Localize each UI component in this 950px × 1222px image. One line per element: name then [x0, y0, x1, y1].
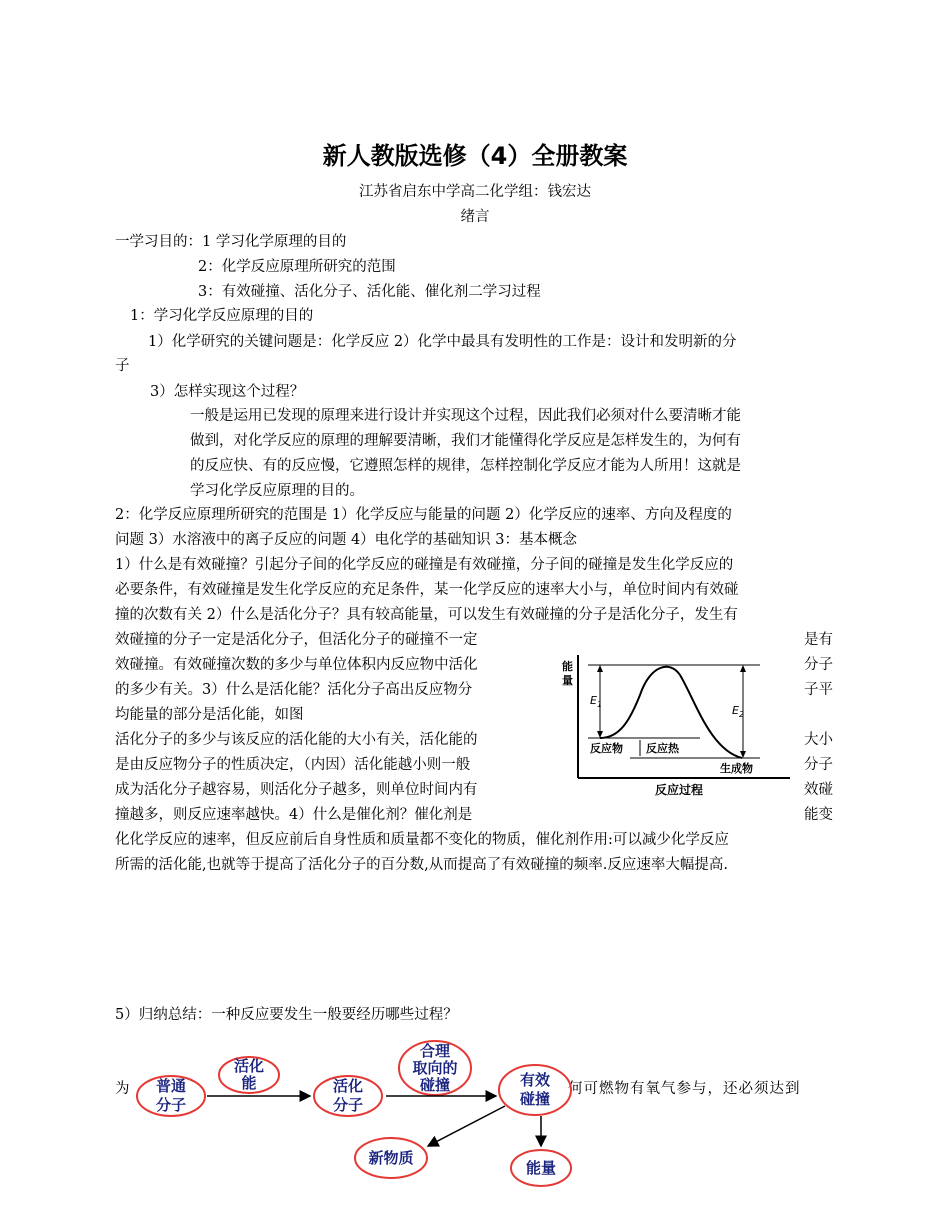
- node-activation-energy: [219, 1057, 279, 1093]
- x-axis-label: 反应过程: [655, 783, 704, 797]
- node-label: 碰撞: [519, 1090, 551, 1108]
- text-line: 所需的活化能,也就等于提高了活化分子的百分数,从而提高了有效碰撞的频率.反应速率大幅提高.: [115, 857, 728, 873]
- text-line: 子平: [804, 682, 833, 698]
- node-ordinary-molecule: [137, 1076, 205, 1116]
- text-line: 问题 3）水溶液中的离子反应的问题 4）电化学的基础知识 3：基本概念: [115, 532, 578, 548]
- flow-labels: [156, 1042, 556, 1177]
- node-label: 能量: [525, 1159, 557, 1177]
- node-new-substance: [355, 1138, 427, 1178]
- node-energy: [511, 1150, 571, 1186]
- text-line: 大小: [804, 732, 833, 748]
- node-effective-collision: [499, 1065, 571, 1115]
- node-label: 能: [241, 1074, 257, 1092]
- y-axis-label-1: 能: [562, 660, 573, 673]
- paragraph-line: 做到，对化学反应的原理的理解要清晰，我们才能懂得化学反应是怎样发生的，为何有: [190, 433, 741, 449]
- text-line: 效碰: [804, 782, 833, 798]
- e2-label: $E_2$: [732, 704, 745, 719]
- paragraph-line: 学习化学反应原理的目的。: [190, 483, 364, 499]
- section-heading: 绪言: [460, 209, 490, 225]
- reactant-label: 反应物: [590, 742, 623, 755]
- node-proper-orientation: [399, 1041, 471, 1095]
- text-line: 化化学反应的速率，但反应前后自身性质和质量都不变化的物质，催化剂作用:可以减少化学反应: [115, 832, 729, 848]
- e1-arrow-head: [597, 665, 603, 672]
- node-label: 新物质: [368, 1149, 414, 1167]
- text-line: 效碰撞的分子一定是活化分子，但活化分子的碰撞不一定: [115, 632, 478, 648]
- text-line: 2：化学反应原理所研究的范围是 1）化学反应与能量的问题 2）化学反应的速率、方向及程度的: [115, 507, 732, 523]
- objective-line: 2：化学反应原理所研究的范围: [198, 259, 396, 275]
- e2-arrow-head: [740, 665, 746, 672]
- node-label: 取向的: [412, 1059, 458, 1077]
- summary-question: 5）归纳总结：一种反应要发生一般要经历哪些过程？: [115, 1007, 458, 1023]
- arrow-to-new-substance: [428, 1106, 505, 1146]
- node-label: 合理: [419, 1042, 451, 1060]
- text-line: 均能量的部分是活化能，如图: [115, 707, 304, 723]
- e1-label: $E_1$: [590, 694, 603, 709]
- text-line: 分子: [804, 757, 833, 773]
- node-label: 活化: [233, 1057, 265, 1075]
- text-line: 是有: [804, 632, 833, 648]
- objective-line: 一学习目的：1 学习化学原理的目的: [115, 234, 347, 250]
- activation-energy-diagram: [560, 650, 790, 800]
- sub-heading: 1：学习化学反应原理的目的: [130, 308, 314, 324]
- heat-label: 反应热: [646, 742, 679, 755]
- page-title: 新人教版选修（4）全册教案: [322, 142, 628, 170]
- node-label: 普通: [155, 1077, 187, 1095]
- text-line: 活化分子的多少与该反应的活化能的大小有关，活化能的: [115, 732, 478, 748]
- author-line: 江苏省启东中学高二化学组：钱宏达: [359, 184, 591, 200]
- text-line: 撞的次数有关 2）什么是活化分子？具有较高能量，可以发生有效碰撞的分子是活化分子，发生有: [115, 607, 738, 623]
- text-line: 1）什么是有效碰撞？引起分子间的化学反应的碰撞是有效碰撞，分子间的碰撞是发生化学反应的: [115, 557, 734, 573]
- y-axis-label-2: 量: [562, 674, 573, 687]
- product-label: 生成物: [720, 762, 753, 775]
- text-line: 分子: [804, 657, 833, 673]
- node-label: 有效: [519, 1071, 551, 1089]
- text-line: 成为活化分子越容易，则活化分子越多，则单位时间内有: [115, 782, 478, 798]
- text-line: 何可燃物有氧气参与，还必须达到: [568, 1081, 801, 1097]
- text-line: 子: [115, 358, 130, 374]
- node-activated-molecule: [314, 1076, 382, 1116]
- flow-ellipses: [137, 1041, 571, 1186]
- node-label: 碰撞: [419, 1076, 451, 1094]
- text-line: 能变: [804, 807, 833, 823]
- text-line: 的多少有关。3）什么是活化能？活化分子高出反应物分: [115, 682, 473, 698]
- text-line: 效碰撞。有效碰撞次数的多少与单位体积内反应物中活化: [115, 657, 478, 673]
- node-label: 活化: [332, 1077, 364, 1095]
- paragraph-line: 的反应快、有的反应慢，它遵照怎样的规律，怎样控制化学反应才能为人所用！这就是: [190, 458, 741, 474]
- text-line: 3）怎样实现这个过程？: [150, 384, 305, 400]
- node-label: 分子: [332, 1096, 364, 1114]
- text-line: 为: [115, 1081, 130, 1097]
- objective-line: 3：有效碰撞、活化分子、活化能、催化剂二学习过程: [198, 284, 541, 300]
- text-line: 撞越多，则反应速率越快。4）什么是催化剂？催化剂是: [115, 807, 473, 823]
- text-line: 是由反应物分子的性质决定，（内因）活化能越小则一般: [115, 757, 471, 773]
- node-label: 分子: [155, 1096, 187, 1114]
- paragraph-line: 一般是运用已发现的原理来进行设计并实现这个过程，因此我们必须对什么要清晰才能: [190, 408, 741, 424]
- text-line: 必要条件，有效碰撞是发生化学反应的充足条件，某一化学反应的速率大小与，单位时间内有效碰: [115, 582, 739, 598]
- text-line: 1）化学研究的关键问题是：化学反应 2）化学中最具有发明性的工作是：设计和发明新的分: [148, 334, 737, 350]
